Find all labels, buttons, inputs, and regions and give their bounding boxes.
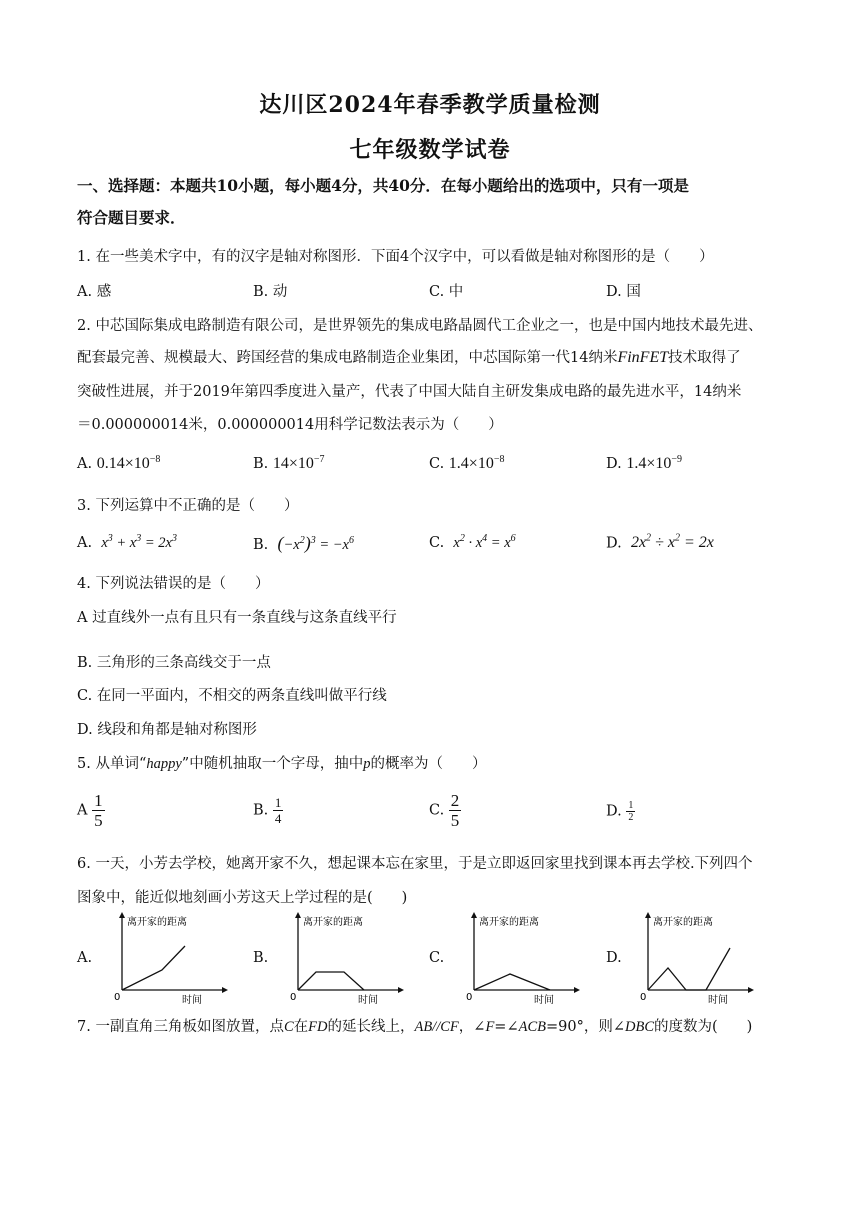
q7-part-b: 在 xyxy=(293,1019,309,1035)
q1-option-b: B. 动 xyxy=(253,284,288,300)
q5-option-a-label: A xyxy=(77,802,88,819)
graph-c-x-arrow xyxy=(574,987,580,993)
q7-angle-acb: ACB xyxy=(518,1019,546,1035)
q2-line2-end: 技术取得了 xyxy=(668,350,741,366)
q7-point-c: C xyxy=(283,1019,294,1035)
graph-d-x-arrow xyxy=(748,987,754,993)
q7-segment-fd: FD xyxy=(308,1019,328,1035)
q4-stem: 4. 下列说法错误的是（ ） xyxy=(77,576,270,592)
q5-option-d-num: 1 xyxy=(628,800,634,811)
q5-option-b-fraction xyxy=(273,795,284,826)
q6-option-b-label: B. xyxy=(253,950,269,966)
graph-d-origin: 0 xyxy=(640,992,647,1003)
q7-part-c: 的延长线上， xyxy=(327,1019,415,1035)
q6-graph-c-svg xyxy=(452,910,582,1006)
graph-b-curve xyxy=(298,972,364,990)
section-heading-line1: 一、选择题：本题共10小题，每小题4分，共40分．在每小题给出的选项中，只有一项是 xyxy=(77,176,689,195)
q2-option-c-base: 1.4×10 xyxy=(448,454,494,472)
q6-graph-c xyxy=(452,910,582,1010)
q5-option-b-label: B. xyxy=(253,802,269,819)
q3-option-c-formula: $x^2 \cdot x^4 = x^6$ xyxy=(453,533,516,551)
q5-option-b xyxy=(253,795,283,826)
graph-a-y-arrow xyxy=(119,912,125,918)
q6-option-c-label: C. xyxy=(429,950,445,966)
q6-option-a-label: A. xyxy=(77,950,93,966)
q4-option-c: C. 在同一平面内，不相交的两条直线叫做平行线 xyxy=(77,688,387,704)
q5-stem-c: 的概率为（ ） xyxy=(370,756,487,772)
q7-part-f: =90°，则∠ xyxy=(546,1019,625,1035)
q5-stem-a: 5. 从单词“ xyxy=(77,756,147,772)
q2-option-d-exp: −9 xyxy=(671,454,682,465)
graph-a-y-label: 离开家的距离 xyxy=(127,917,187,928)
q2-option-a-label: A. xyxy=(77,455,93,472)
q2-option-a xyxy=(77,454,160,473)
q2-line4: ＝0.000000014米，0.000000014用科学记数法表示为（ ） xyxy=(77,417,503,433)
q6-graph-b-svg xyxy=(276,910,406,1006)
graph-a-x-label: 时间 xyxy=(182,995,202,1006)
q5-option-d xyxy=(606,800,635,823)
q7-angle-f: F xyxy=(485,1019,495,1035)
q4-option-a: A 过直线外一点有且只有一条直线与这条直线平行 xyxy=(77,610,397,626)
q5-stem xyxy=(77,752,486,773)
q5-option-b-num: 1 xyxy=(274,795,282,810)
section-heading xyxy=(77,170,787,234)
graph-d-x-label: 时间 xyxy=(708,995,728,1006)
q2-option-b-base: 14×10 xyxy=(272,454,314,472)
q5-option-d-den: 2 xyxy=(628,812,634,823)
q2-finfet: FinFET xyxy=(617,349,669,366)
q5-option-d-fraction xyxy=(626,800,635,823)
q2-option-d-base: 1.4×10 xyxy=(626,454,672,472)
graph-a-x-arrow xyxy=(222,987,228,993)
q6-graph-d-svg xyxy=(626,910,756,1006)
exam-subtitle: 七年级数学试卷 xyxy=(349,137,511,163)
graph-a-curve xyxy=(122,946,185,990)
q5-letter-p: p xyxy=(363,756,371,772)
q2-line3: 突破性进展，并于2019年第四季度进入量产，代表了中国大陆自主研发集成电路的最先进水平，14纳米 xyxy=(77,384,742,400)
q2-option-b-label: B. xyxy=(253,455,269,472)
q5-option-d-label: D. xyxy=(606,803,622,820)
q5-option-b-den: 4 xyxy=(274,811,282,826)
q7-angle-dbc: DBC xyxy=(625,1019,654,1035)
q6-line2: 图象中，能近似地刻画小芳这天上学过程的是( ) xyxy=(77,890,408,906)
q1-option-a: A. 感 xyxy=(77,284,112,300)
q3-option-d xyxy=(606,533,714,552)
graph-d-y-label: 离开家的距离 xyxy=(653,917,713,928)
q4-option-b: B. 三角形的三条高线交于一点 xyxy=(77,655,271,671)
q2-option-d xyxy=(606,454,682,473)
q6-graph-a-svg xyxy=(100,910,230,1006)
q7-part-d: ，∠ xyxy=(458,1019,486,1035)
q6-graph-a xyxy=(100,910,230,1010)
q7-parallel: AB//CF xyxy=(414,1019,459,1035)
graph-b-y-label: 离开家的距离 xyxy=(303,917,363,928)
q2-option-b xyxy=(253,454,325,473)
q5-option-a xyxy=(77,791,105,830)
q5-option-c-den: 5 xyxy=(450,811,460,830)
q5-option-c-fraction xyxy=(449,791,462,830)
q7-stem xyxy=(77,1015,752,1036)
q2-option-b-exp: −7 xyxy=(313,454,325,465)
exam-title: 达川区2024年春季教学质量检测 xyxy=(259,92,601,118)
q5-option-c xyxy=(429,791,461,830)
q3-option-d-label: D. xyxy=(606,535,622,552)
q1-stem: 1. 在一些美术字中，有的汉字是轴对称图形．下面4个汉字中，可以看做是轴对称图形的是（ ） xyxy=(77,249,714,265)
q7-part-e: =∠ xyxy=(494,1019,519,1035)
q6-graph-d xyxy=(626,910,756,1010)
graph-c-origin: 0 xyxy=(466,992,473,1003)
graph-c-curve xyxy=(474,974,550,990)
q2-option-a-base: 0.14×10 xyxy=(96,454,150,472)
q3-option-a-label: A. xyxy=(77,534,93,551)
q6-graph-b xyxy=(276,910,406,1010)
q2-line2 xyxy=(77,346,741,367)
graph-d-y-arrow xyxy=(645,912,651,918)
q2-option-c xyxy=(429,454,504,473)
q3-option-b-label: B. xyxy=(253,537,269,553)
q2-option-a-exp: −8 xyxy=(149,454,161,465)
graph-b-origin: 0 xyxy=(290,992,297,1003)
q5-option-a-fraction xyxy=(92,791,105,830)
q3-option-b-formula: $(-x^2)^3 = -x^6$ xyxy=(277,533,354,553)
q1-option-c: C. 中 xyxy=(429,284,464,300)
graph-c-y-arrow xyxy=(471,912,477,918)
graph-b-x-arrow xyxy=(398,987,404,993)
q3-option-c-label: C. xyxy=(429,534,445,551)
q3-option-d-formula: $2x^2 \div x^2 = 2x$ xyxy=(630,533,714,552)
q3-option-a-formula: $x^3 + x^3 = 2x^3$ xyxy=(101,533,177,551)
q2-line1: 2. 中芯国际集成电路制造有限公司，是世界领先的集成电路晶圆代工企业之一，也是中国内地技术最先进、 xyxy=(77,318,763,334)
graph-b-x-label: 时间 xyxy=(358,995,378,1006)
graph-d-curve xyxy=(648,948,730,990)
q5-option-a-den: 5 xyxy=(94,811,103,830)
q4-option-d: D. 线段和角都是轴对称图形 xyxy=(77,722,257,738)
q7-part-g: 的度数为( ) xyxy=(654,1019,753,1035)
q3-option-b xyxy=(253,533,354,554)
q6-line1: 6. 一天，小芳去学校，她离开家不久，想起课本忘在家里，于是立即返回家里找到课本再去学校.下列四个 xyxy=(77,856,753,872)
q2-option-c-exp: −8 xyxy=(493,454,505,465)
q3-option-a xyxy=(77,533,177,552)
q7-part-a: 7. 一副直角三角板如图放置，点 xyxy=(77,1019,284,1035)
q1-option-d: D. 国 xyxy=(606,284,641,300)
graph-a-origin: 0 xyxy=(114,992,121,1003)
q3-option-c xyxy=(429,533,516,552)
q5-option-c-label: C. xyxy=(429,802,445,819)
q5-word-happy: happy xyxy=(146,756,182,772)
section-heading-line2: 符合题目要求． xyxy=(77,208,186,227)
q5-option-a-num: 1 xyxy=(94,791,103,810)
q2-option-d-label: D. xyxy=(606,455,622,472)
q5-stem-b: ”中随机抽取一个字母，抽中 xyxy=(181,756,364,772)
q3-stem: 3. 下列运算中不正确的是（ ） xyxy=(77,498,299,514)
graph-c-x-label: 时间 xyxy=(534,995,554,1006)
q2-option-c-label: C. xyxy=(429,455,445,472)
q5-option-c-num: 2 xyxy=(450,791,460,810)
graph-b-y-arrow xyxy=(295,912,301,918)
q2-line2-text: 配套最完善、规模最大、跨国经营的集成电路制造企业集团，中芯国际第一代14纳米 xyxy=(77,350,618,366)
graph-c-y-label: 离开家的距离 xyxy=(479,917,539,928)
q6-option-d-label: D. xyxy=(606,950,622,966)
